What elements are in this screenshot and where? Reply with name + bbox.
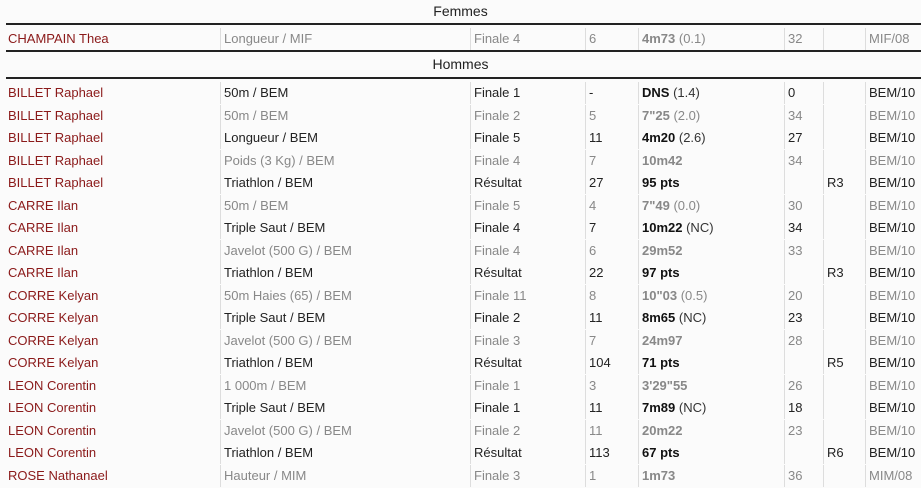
points-cell <box>784 262 826 284</box>
performance-cell <box>638 195 786 217</box>
category-cell: BEM/10 <box>865 105 921 127</box>
performance-value: 4m73 <box>642 31 676 46</box>
wind-value: (1.4) <box>669 85 700 100</box>
performance-value: DNS <box>642 85 670 100</box>
rank-cell <box>823 465 867 487</box>
table-row <box>0 465 921 487</box>
round-cell: Finale 1 <box>470 82 586 104</box>
place-cell: 3 <box>585 375 641 397</box>
event-cell: Longueur / MIF <box>220 28 474 50</box>
athlete-name-link[interactable]: BILLET Raphael <box>8 107 104 123</box>
points-cell <box>784 442 826 464</box>
event-cell: Longueur / BEM <box>220 127 474 149</box>
category-cell: BEM/10 <box>865 262 921 284</box>
points-cell: 32 <box>784 28 826 50</box>
event-cell: Triple Saut / BEM <box>220 397 474 419</box>
rank-cell <box>823 127 867 149</box>
performance-value: 29m52 <box>642 242 683 258</box>
place-cell: 104 <box>585 352 641 374</box>
round-cell: Finale 4 <box>470 150 586 172</box>
wind-value: (0.5) <box>677 287 708 303</box>
athlete-name-link[interactable]: CORRE Kelyan <box>8 332 99 348</box>
category-cell: BEM/10 <box>865 375 921 397</box>
performance-cell <box>638 397 786 419</box>
athlete-name-link[interactable]: BILLET Raphael <box>8 130 104 145</box>
rank-cell: R3 <box>823 262 867 284</box>
athlete-name-link[interactable]: CARRE Ilan <box>8 197 79 213</box>
event-cell: Triathlon / BEM <box>220 442 474 464</box>
performance-value: 10"03 <box>642 287 678 303</box>
round-cell: Finale 4 <box>470 28 586 50</box>
performance-cell <box>638 105 786 127</box>
round-cell: Finale 1 <box>470 397 586 419</box>
athlete-name-link[interactable]: CORRE Kelyan <box>8 310 99 325</box>
event-cell: Poids (3 Kg) / BEM <box>220 150 474 172</box>
wind-value: (0.1) <box>675 31 706 46</box>
performance-value: 71 pts <box>642 355 680 370</box>
event-cell: Triple Saut / BEM <box>220 307 474 329</box>
performance-cell <box>638 352 786 374</box>
round-cell: Finale 4 <box>470 240 586 262</box>
performance-value: 95 pts <box>642 175 680 190</box>
category-cell: BEM/10 <box>865 442 921 464</box>
event-cell: Triathlon / BEM <box>220 262 474 284</box>
performance-value: 24m97 <box>642 332 683 348</box>
points-cell: 20 <box>784 285 826 307</box>
points-cell: 33 <box>784 240 826 262</box>
performance-value: 7"25 <box>642 107 670 123</box>
place-cell: 7 <box>585 330 641 352</box>
table-row <box>0 307 921 329</box>
place-cell: 5 <box>585 105 641 127</box>
event-cell: Triple Saut / BEM <box>220 217 474 239</box>
category-cell: BEM/10 <box>865 127 921 149</box>
athlete-name-link[interactable]: LEON Corentin <box>8 400 97 415</box>
table-row <box>0 217 921 239</box>
section-divider <box>6 23 921 25</box>
round-cell: Résultat <box>470 262 586 284</box>
category-cell: MIF/08 <box>865 28 921 50</box>
athlete-name-link[interactable]: LEON Corentin <box>8 422 97 438</box>
athlete-name-link[interactable]: CORRE Kelyan <box>8 355 99 370</box>
performance-value: 20m22 <box>642 422 683 438</box>
points-cell: 34 <box>784 217 826 239</box>
table-row <box>0 240 921 262</box>
place-cell: 1 <box>585 465 641 487</box>
points-cell: 18 <box>784 397 826 419</box>
performance-cell <box>638 127 786 149</box>
athlete-name-link[interactable]: LEON Corentin <box>8 445 97 460</box>
wind-value: (NC) <box>682 220 714 235</box>
performance-cell <box>638 262 786 284</box>
category-cell: BEM/10 <box>865 172 921 194</box>
points-cell: 28 <box>784 330 826 352</box>
place-cell: 113 <box>585 442 641 464</box>
athlete-name-link[interactable]: LEON Corentin <box>8 377 97 393</box>
wind-value: (NC) <box>675 310 707 325</box>
event-cell: 50m / BEM <box>220 82 474 104</box>
place-cell: 11 <box>585 420 641 442</box>
place-cell: 8 <box>585 285 641 307</box>
place-cell: 7 <box>585 217 641 239</box>
athlete-name-link[interactable]: CORRE Kelyan <box>8 287 99 303</box>
rank-cell <box>823 307 867 329</box>
performance-value: 10m22 <box>642 220 683 235</box>
performance-cell <box>638 172 786 194</box>
points-cell: 23 <box>784 307 826 329</box>
rank-cell: R3 <box>823 172 867 194</box>
table-row <box>0 375 921 397</box>
event-cell: Hauteur / MIM <box>220 465 474 487</box>
category-cell: BEM/10 <box>865 352 921 374</box>
performance-value: 7m89 <box>642 400 676 415</box>
athlete-name-link[interactable]: BILLET Raphael <box>8 152 104 168</box>
points-cell: 34 <box>784 105 826 127</box>
place-cell: 6 <box>585 28 641 50</box>
performance-cell <box>638 465 786 487</box>
rank-cell <box>823 375 867 397</box>
place-cell: 11 <box>585 397 641 419</box>
rank-cell <box>823 397 867 419</box>
event-cell: Javelot (500 G) / BEM <box>220 420 474 442</box>
event-cell: Triathlon / BEM <box>220 352 474 374</box>
table-row <box>0 397 921 419</box>
rank-cell <box>823 420 867 442</box>
round-cell: Finale 2 <box>470 105 586 127</box>
table-row <box>0 127 921 149</box>
round-cell: Finale 11 <box>470 285 586 307</box>
section-title-hommes: Hommes <box>432 56 489 72</box>
round-cell: Finale 5 <box>470 195 586 217</box>
points-cell: 34 <box>784 150 826 172</box>
event-cell: 50m Haies (65) / BEM <box>220 285 474 307</box>
place-cell: 11 <box>585 307 641 329</box>
category-cell: BEM/10 <box>865 397 921 419</box>
round-cell: Résultat <box>470 172 586 194</box>
place-cell: 7 <box>585 150 641 172</box>
points-cell: 27 <box>784 127 826 149</box>
category-cell: BEM/10 <box>865 285 921 307</box>
table-row <box>0 420 921 442</box>
performance-cell <box>638 307 786 329</box>
performance-value: 8m65 <box>642 310 676 325</box>
event-cell: 50m / BEM <box>220 195 474 217</box>
rank-cell <box>823 285 867 307</box>
performance-cell <box>638 217 786 239</box>
section-divider <box>6 50 921 52</box>
table-row <box>0 28 921 50</box>
rank-cell <box>823 195 867 217</box>
round-cell: Finale 2 <box>470 420 586 442</box>
category-cell: MIM/08 <box>865 465 921 487</box>
performance-value: 1m73 <box>642 467 676 483</box>
athlete-name-link[interactable]: BILLET Raphael <box>8 175 104 190</box>
points-cell: 30 <box>784 195 826 217</box>
performance-cell <box>638 150 786 172</box>
section-divider <box>6 77 921 79</box>
athlete-name-link[interactable]: CARRE Ilan <box>8 220 79 235</box>
rank-cell <box>823 217 867 239</box>
rank-cell: R6 <box>823 442 867 464</box>
performance-value: 4m20 <box>642 130 676 145</box>
category-cell: BEM/10 <box>865 217 921 239</box>
table-row <box>0 352 921 374</box>
category-cell: BEM/10 <box>865 307 921 329</box>
athlete-name-link[interactable]: BILLET Raphael <box>8 85 104 100</box>
points-cell: 0 <box>784 82 826 104</box>
category-cell: BEM/10 <box>865 330 921 352</box>
wind-value: (NC) <box>675 400 707 415</box>
rank-cell <box>823 105 867 127</box>
points-cell: 36 <box>784 465 826 487</box>
table-row <box>0 330 921 352</box>
category-cell: BEM/10 <box>865 420 921 442</box>
table-row <box>0 105 921 127</box>
performance-cell <box>638 442 786 464</box>
athlete-name-link[interactable]: CARRE Ilan <box>8 265 79 280</box>
place-cell: - <box>585 82 641 104</box>
performance-value: 7"49 <box>642 197 670 213</box>
event-cell: Triathlon / BEM <box>220 172 474 194</box>
table-row <box>0 285 921 307</box>
table-row <box>0 172 921 194</box>
event-cell: 50m / BEM <box>220 105 474 127</box>
round-cell: Finale 1 <box>470 375 586 397</box>
rank-cell <box>823 82 867 104</box>
points-cell <box>784 172 826 194</box>
place-cell: 11 <box>585 127 641 149</box>
table-row <box>0 150 921 172</box>
table-row <box>0 442 921 464</box>
performance-value: 10m42 <box>642 152 683 168</box>
event-cell: Javelot (500 G) / BEM <box>220 330 474 352</box>
category-cell: BEM/10 <box>865 150 921 172</box>
performance-cell <box>638 330 786 352</box>
rank-cell <box>823 28 867 50</box>
performance-cell <box>638 28 786 50</box>
place-cell: 4 <box>585 195 641 217</box>
rank-cell <box>823 240 867 262</box>
place-cell: 22 <box>585 262 641 284</box>
performance-cell <box>638 375 786 397</box>
performance-cell <box>638 82 786 104</box>
category-cell: BEM/10 <box>865 195 921 217</box>
table-row <box>0 195 921 217</box>
event-cell: 1 000m / BEM <box>220 375 474 397</box>
performance-cell <box>638 240 786 262</box>
round-cell: Finale 2 <box>470 307 586 329</box>
wind-value: (2.6) <box>675 130 706 145</box>
category-cell: BEM/10 <box>865 240 921 262</box>
section-title-femmes: Femmes <box>433 3 488 19</box>
round-cell: Finale 3 <box>470 465 586 487</box>
wind-value: (2.0) <box>669 107 701 123</box>
event-cell: Javelot (500 G) / BEM <box>220 240 474 262</box>
round-cell: Finale 3 <box>470 330 586 352</box>
rank-cell: R5 <box>823 352 867 374</box>
points-cell <box>784 352 826 374</box>
performance-value: 67 pts <box>642 445 680 460</box>
athlete-name-link[interactable]: CARRE Ilan <box>8 242 79 258</box>
table-row <box>0 262 921 284</box>
round-cell: Résultat <box>470 442 586 464</box>
round-cell: Finale 4 <box>470 217 586 239</box>
points-cell: 23 <box>784 420 826 442</box>
round-cell: Résultat <box>470 352 586 374</box>
category-cell: BEM/10 <box>865 82 921 104</box>
rank-cell <box>823 330 867 352</box>
place-cell: 27 <box>585 172 641 194</box>
performance-cell <box>638 285 786 307</box>
wind-value: (0.0) <box>669 197 701 213</box>
round-cell: Finale 5 <box>470 127 586 149</box>
athlete-name-link[interactable]: CHAMPAIN Thea <box>8 31 109 46</box>
place-cell: 6 <box>585 240 641 262</box>
performance-cell <box>638 420 786 442</box>
athlete-name-link[interactable]: ROSE Nathanael <box>8 467 108 483</box>
performance-value: 97 pts <box>642 265 680 280</box>
rank-cell <box>823 150 867 172</box>
performance-value: 3'29"55 <box>642 377 688 393</box>
table-row <box>0 82 921 104</box>
points-cell: 26 <box>784 375 826 397</box>
